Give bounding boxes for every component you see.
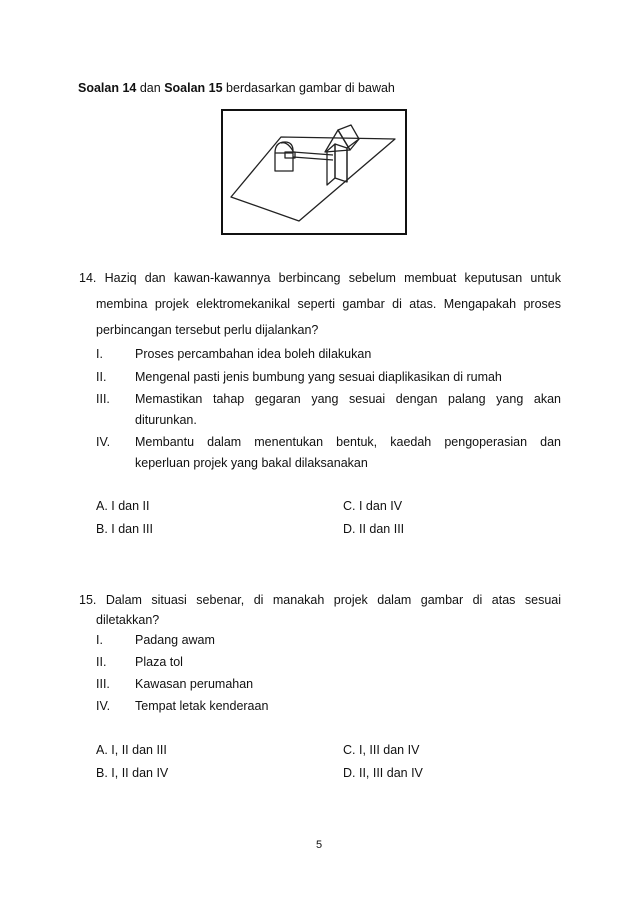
q14-item-num-4: IV.	[96, 435, 111, 449]
q14-item-num-1: I.	[96, 347, 103, 361]
q14-item-num-2: II.	[96, 370, 107, 384]
q15-stem-line-2: diletakkan?	[96, 613, 160, 627]
project-illustration	[221, 109, 407, 235]
q15-item-text-3: Kawasan perumahan	[135, 677, 254, 691]
q15-item-text-2: Plaza tol	[135, 655, 183, 669]
q15-item-num-2: II.	[96, 655, 107, 669]
q14-stem-line-1: 14. Haziq dan kawan-kawannya berbincang sebelum membuat keputusan untuk	[79, 271, 561, 285]
q14-stem-line-3: perbincangan tersebut perlu dijalankan?	[96, 323, 319, 337]
q14-item-text-4a: Membantu dalam menentukan bentuk, kaedah pengoperasian dan	[135, 435, 561, 449]
q15-option-b[interactable]: B. I, II dan IV	[96, 766, 169, 780]
intro-rest: berdasarkan gambar di bawah	[222, 81, 395, 95]
q15-item-text-4: Tempat letak kenderaan	[135, 699, 269, 713]
q14-option-c[interactable]: C. I dan IV	[343, 499, 403, 513]
intro-bold-2: Soalan 15	[164, 81, 223, 95]
q15-option-d[interactable]: D. II, III dan IV	[343, 766, 423, 780]
q15-option-a[interactable]: A. I, II dan III	[96, 743, 167, 757]
q15-stem-line-1: 15. Dalam situasi sebenar, di manakah projek dalam gambar di atas sesuai	[79, 593, 561, 607]
q15-item-num-3: III.	[96, 677, 110, 691]
q14-option-d[interactable]: D. II dan III	[343, 522, 405, 536]
q15-item-num-4: IV.	[96, 699, 111, 713]
intro-bold-1: Soalan 14	[78, 81, 137, 95]
q14-item-num-3: III.	[96, 392, 110, 406]
page-number: 5	[315, 839, 323, 851]
q14-item-text-3b: diturunkan.	[135, 413, 197, 427]
barrier-gate-drawing	[223, 111, 405, 233]
q14-option-a[interactable]: A. I dan II	[96, 499, 150, 513]
q15-item-text-1: Padang awam	[135, 633, 215, 647]
q14-stem-line-2: membina projek elektromekanikal seperti gambar di atas. Mengapakah proses	[96, 297, 561, 311]
q15-item-num-1: I.	[96, 633, 103, 647]
intro-mid: dan	[136, 81, 165, 95]
q14-item-text-3a: Memastikan tahap gegaran yang sesuai dengan palang yang akan	[135, 392, 561, 406]
q14-item-text-4b: keperluan projek yang bakal dilaksanakan	[135, 456, 368, 470]
q14-item-text-2: Mengenal pasti jenis bumbung yang sesuai diaplikasikan di rumah	[135, 370, 502, 384]
q14-option-b[interactable]: B. I dan III	[96, 522, 153, 536]
q15-option-c[interactable]: C. I, III dan IV	[343, 743, 420, 757]
q14-item-text-1: Proses percambahan idea boleh dilakukan	[135, 347, 372, 361]
intro-heading	[78, 81, 395, 95]
